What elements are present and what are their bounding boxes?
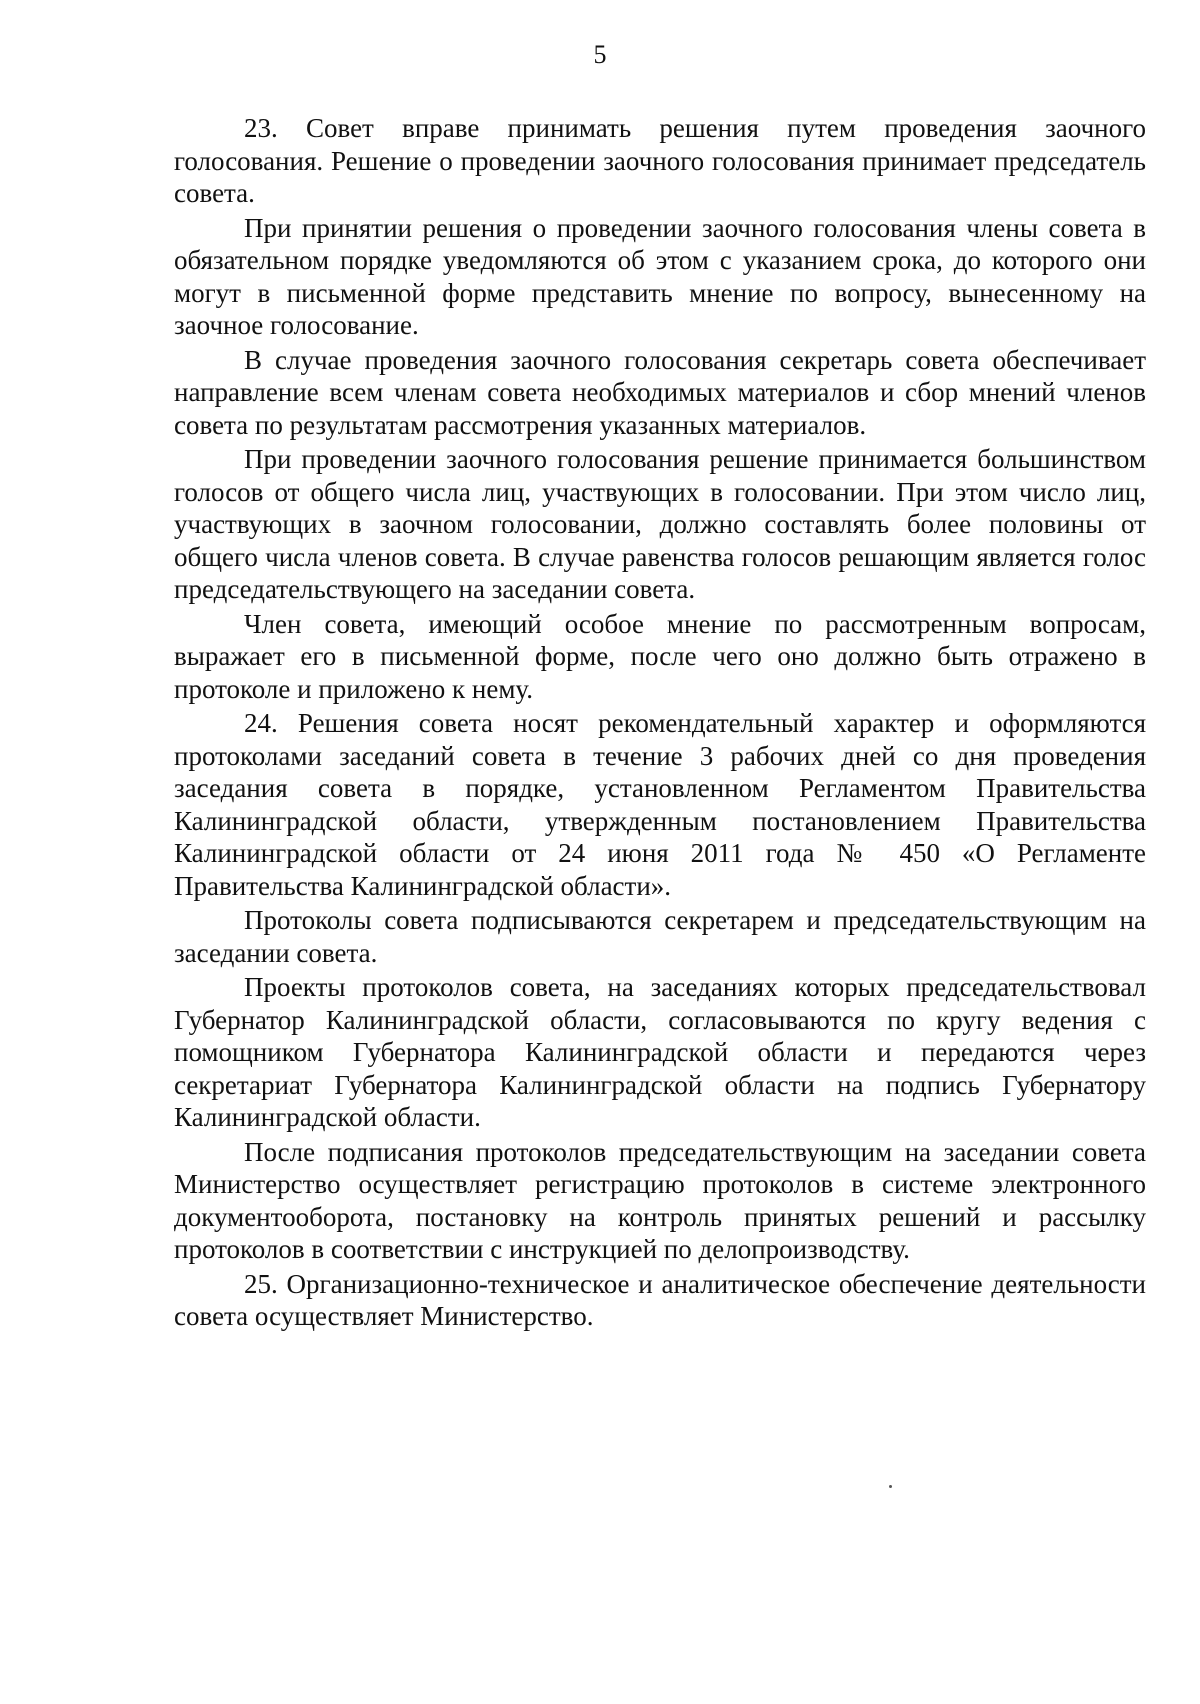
paragraph: 23. Совет вправе принимать решения путем проведения заочного голосования. Решение о проведении заочного голосования принимает председатель совета.	[174, 113, 1146, 208]
document-body	[174, 112, 1146, 1333]
paragraph: Проекты протоколов совета, на заседаниях которых председательствовал Губернатор Калининградской области, согласовываются по кругу ведения с помощником Губернатора Калининградской области и передаются через секретариат Губернатора Калининградской области на подпись Губернатору Калининградской области.	[174, 972, 1146, 1132]
paragraph: При проведении заочного голосования решение принимается большинством голосов от общего числа лиц, участвующих в голосовании. При этом число лиц, участвующих в заочном голосовании, должно составлять более половины от общего числа членов совета. В случае равенства голосов решающим является голос председательствующего на заседании совета.	[174, 444, 1146, 604]
paragraph: В случае проведения заочного голосования секретарь совета обеспечивает направление всем членам совета необходимых материалов и сбор мнений членов совета по результатам рассмотрения указанных материалов.	[174, 344, 1146, 440]
paragraph: После подписания протоколов председательствующим на заседании совета Министерство осуществляет регистрацию протоколов в системе электронного документооборота, постановку на контроль принятых решений и рассылку протоколов в соответствии с инструкцией по делопроизводству.	[174, 1136, 1146, 1264]
paragraph: Протоколы совета подписываются секретарем и председательствующим на заседании совета.	[174, 905, 1146, 968]
paragraph: 24. Решения совета носят рекомендательный характер и оформляются протоколами заседаний совета в течение 3 рабочих дней со дня проведения заседания совета в порядке, установленном Регламентом Правительства Калининградской области, утвержденным постановлением Правительства Калининградской области от 24 июня 2011 года № 450 «О Регламенте Правительства Калининградской области».	[174, 708, 1146, 901]
paragraph: 25. Организационно-техническое и аналитическое обеспечение деятельности совета осуществляет Министерство.	[174, 1268, 1146, 1331]
scan-speck	[889, 1485, 892, 1488]
page-number: 5	[593, 40, 607, 69]
paragraph: Член совета, имеющий особое мнение по рассмотренным вопросам, выражает его в письменной форме, после чего оно должно быть отражено в протоколе и приложено к нему.	[174, 608, 1146, 704]
paragraph: При принятии решения о проведении заочного голосования члены совета в обязательном порядке уведомляются об этом с указанием срока, до которого они могут в письменной форме представить мнение по вопросу, вынесенному на заочное голосование.	[174, 212, 1146, 340]
